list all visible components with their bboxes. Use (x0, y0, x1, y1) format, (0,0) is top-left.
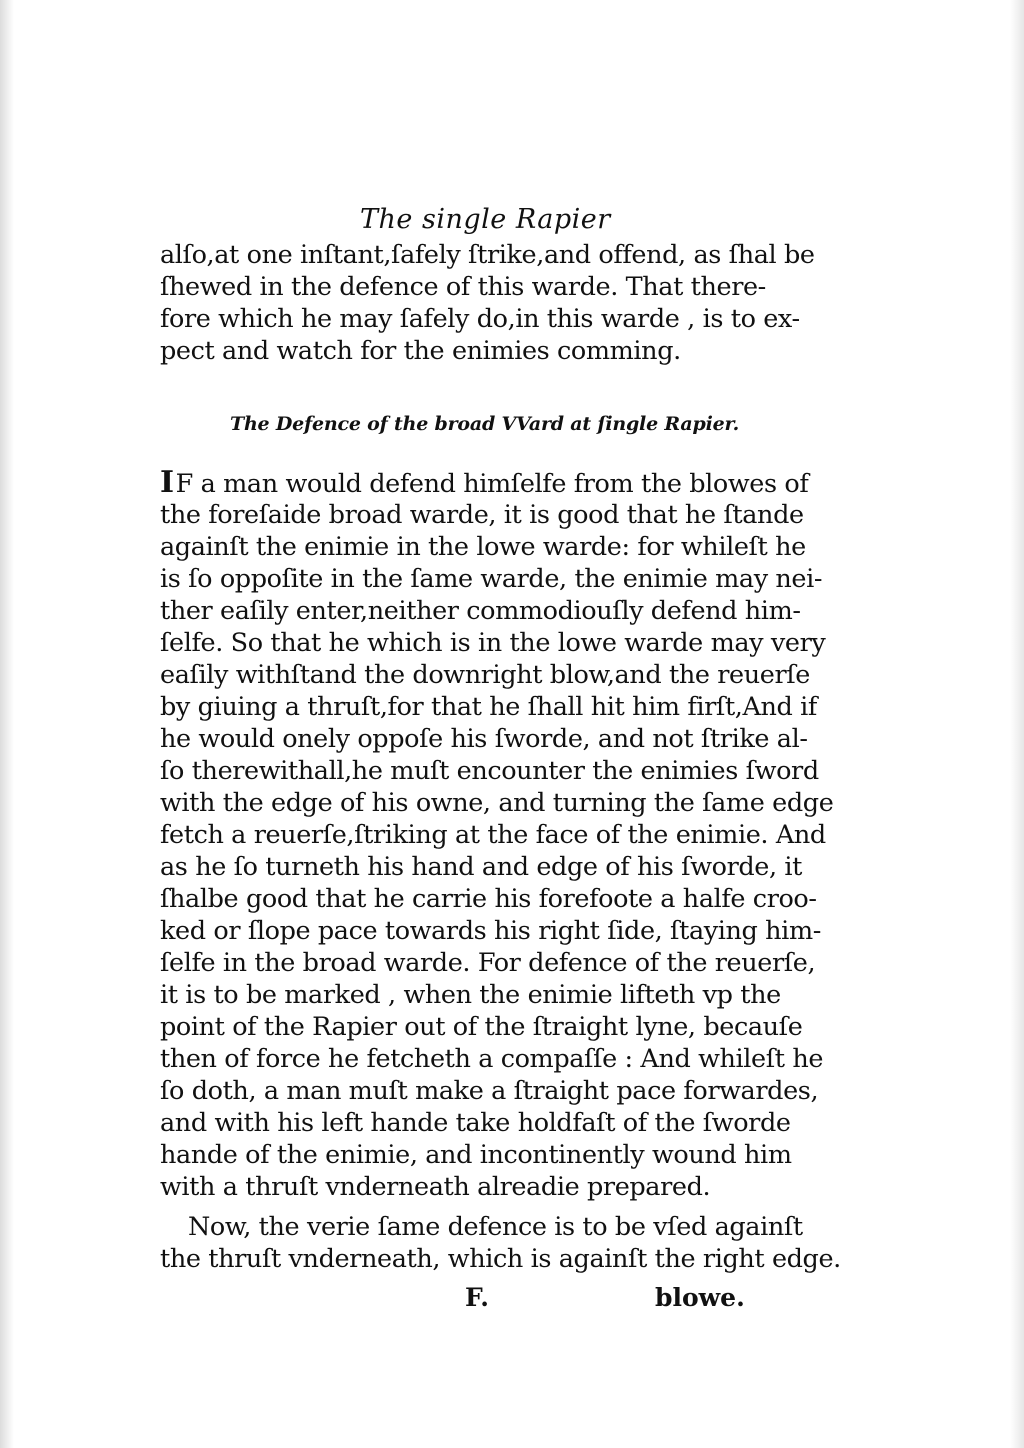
page-edge-left (0, 0, 14, 1448)
body-line: eaſily withſtand the downright blow,and the reuerſe (160, 660, 810, 690)
body-line: againſt the enimie in the lowe warde: for whileſt he (160, 532, 806, 562)
body-line: hande of the enimie, and incontinently wound him (160, 1140, 792, 1170)
page-edge-right (1010, 0, 1024, 1448)
body-line: with a thruſt vnderneath alreadie prepared. (160, 1172, 711, 1202)
body-line: he would onely oppoſe his ſworde, and not ſtrike al- (160, 724, 808, 754)
intro-line: alſo,at one inſtant,ſafely ſtrike,and offend, as ſhal be (160, 240, 815, 270)
body-line: the foreſaide broad warde, it is good that he ſtande (160, 500, 804, 530)
body-line: by giuing a thruſt,for that he ſhall hit him firſt,And if (160, 692, 817, 722)
body-line: it is to be marked , when the enimie lifteth vp the (160, 980, 781, 1010)
body-line: as he ſo turneth his hand and edge of his ſworde, it (160, 852, 803, 882)
body-line: ther eaſily enter,neither commodiouſly defend him- (160, 596, 801, 626)
body-line: with the edge of his owne, and turning the ſame edge (160, 788, 834, 818)
drop-cap: I (160, 465, 174, 500)
body-line: point of the Rapier out of the ſtraight lyne, becauſe (160, 1012, 803, 1042)
intro-line: pect and watch for the enimies comming. (160, 336, 681, 366)
body-line: is ſo oppoſite in the ſame warde, the enimie may nei- (160, 564, 823, 594)
running-head: The single Rapier (360, 204, 611, 235)
body-line: fetch a reuerſe,ſtriking at the face of the enimie. And (160, 820, 826, 850)
body-line: ked or ſlope pace towards his right ſide, ſtaying him- (160, 916, 821, 946)
body-line: ſo doth, a man muſt make a ſtraight pace forwardes, (160, 1076, 819, 1106)
body-line: ſelfe. So that he which is in the lowe warde may very (160, 628, 826, 658)
body-line: ſo therewithall,he muſt encounter the enimies ſword (160, 756, 819, 786)
closing-line: the thruſt vnderneath, which is againſt the right edge. (160, 1244, 841, 1274)
body-line-text: F a man would defend himſelfe from the blowes of (175, 469, 809, 499)
body-line: then of force he fetcheth a compaſſe : And whileſt he (160, 1044, 824, 1074)
section-heading: The Defence of the broad VVard at ſingle Rapier. (230, 413, 739, 435)
catchword: blowe. (655, 1283, 745, 1312)
intro-line: fore which he may ſafely do,in this warde , is to ex- (160, 304, 800, 334)
body-line: ſelfe in the broad warde. For defence of the reuerſe, (160, 948, 816, 978)
body-line-first (160, 465, 809, 500)
body-line: and with his left hande take holdfaſt of the ſworde (160, 1108, 791, 1138)
intro-line: ſhewed in the defence of this warde. That there- (160, 272, 766, 302)
closing-line-text: Now, the verie ſame defence is to be vſed againſt (188, 1212, 803, 1242)
closing-line (160, 1212, 803, 1242)
body-line: ſhalbe good that he carrie his forefoote a halfe croo- (160, 884, 817, 914)
signature-mark: F. (465, 1283, 489, 1312)
